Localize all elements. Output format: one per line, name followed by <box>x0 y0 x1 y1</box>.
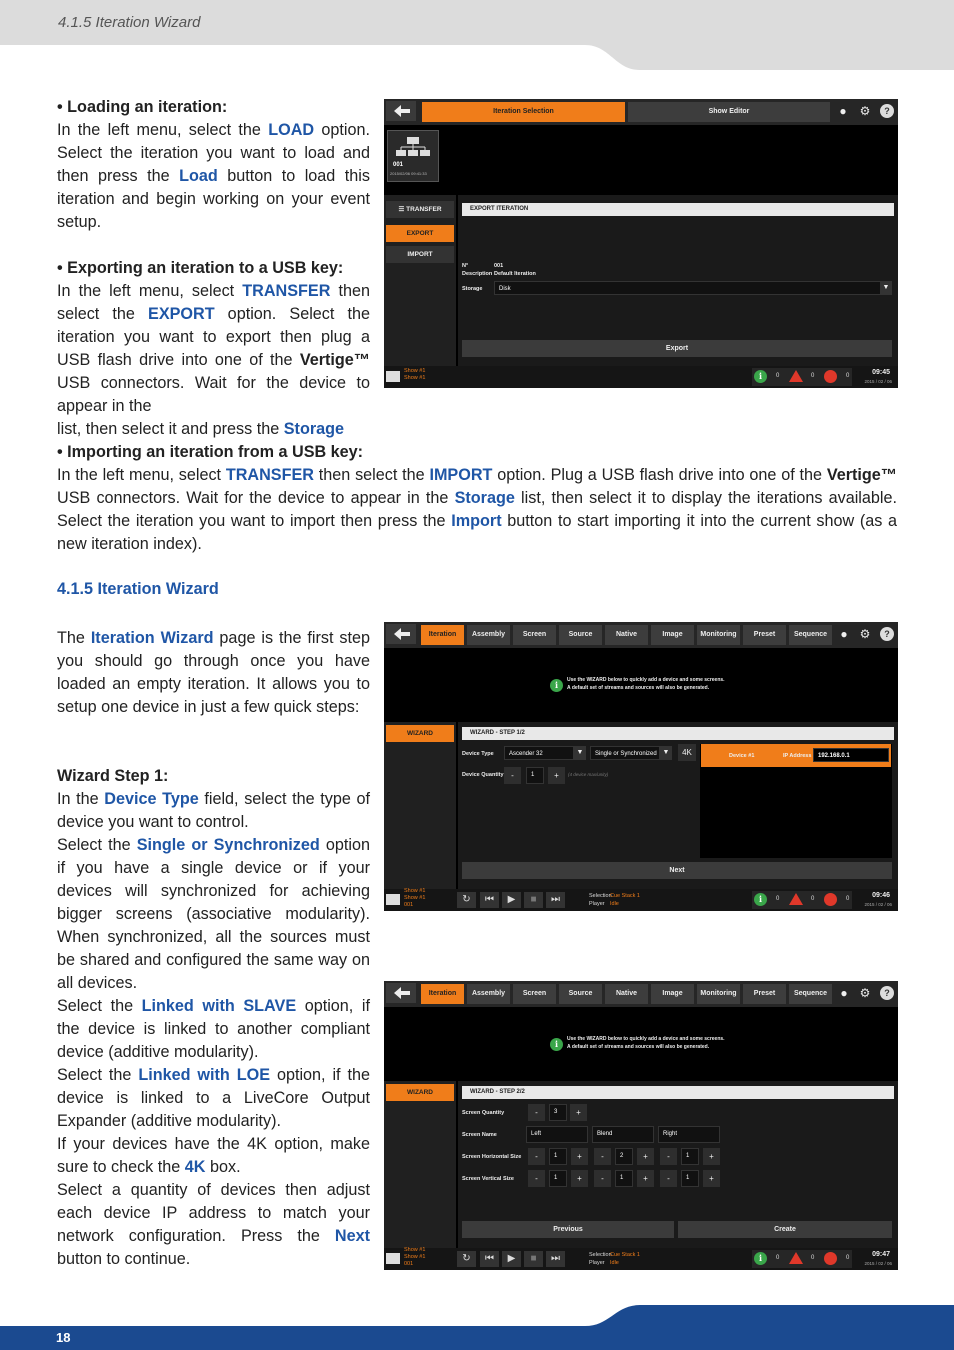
date: 2015 / 02 / 06 <box>864 902 892 907</box>
warning-count: 0 <box>811 896 815 902</box>
screen-name-left[interactable]: Left <box>526 1126 588 1143</box>
keyword: Next <box>334 1227 370 1245</box>
chevron-down-icon[interactable]: ▼ <box>880 281 892 295</box>
storage-label: Storage <box>462 286 483 292</box>
show-line-2: Show #1 <box>404 895 426 901</box>
quantity-input[interactable]: 1 <box>526 767 544 784</box>
4k-checkbox[interactable]: 4K <box>678 744 696 761</box>
error-icon <box>824 893 837 906</box>
left-menu <box>384 1081 456 1248</box>
screen-quantity-input[interactable]: 3 <box>549 1104 567 1121</box>
menu-wizard[interactable]: WIZARD <box>386 1084 454 1101</box>
chevron-down-icon[interactable]: ▼ <box>574 746 586 760</box>
screenshot-wizard-step-2 <box>384 981 898 1270</box>
warning-icon <box>789 1252 803 1264</box>
tab-source[interactable]: Source <box>559 984 602 1004</box>
export-panel <box>458 195 898 366</box>
menu-wizard[interactable]: WIZARD <box>386 725 454 742</box>
keyword: TRANSFER <box>242 282 331 300</box>
screenshot-export-iteration <box>384 99 898 388</box>
text: Select the <box>57 1066 139 1084</box>
keyword: Vertige™ <box>299 351 370 369</box>
status-bar <box>384 889 898 911</box>
ip-address-label: IP Address <box>783 753 812 759</box>
device-type-select[interactable]: Ascender 32 <box>504 746 574 760</box>
quantity-increase-button[interactable]: + <box>548 767 565 784</box>
show-line-1: Show #1 <box>404 888 426 894</box>
clock: 09:47 <box>872 1251 890 1258</box>
tab-sequence[interactable]: Sequence <box>789 984 832 1004</box>
back-arrow-icon <box>386 624 416 644</box>
help-icon[interactable]: ? <box>880 986 894 1000</box>
folder-icon[interactable] <box>386 1253 400 1264</box>
info-icon: i <box>754 370 767 383</box>
running-header: 4.1.5 Iteration Wizard <box>58 14 201 31</box>
warning-count: 0 <box>811 373 815 379</box>
tab-monitoring[interactable]: Monitoring <box>697 625 740 645</box>
tab-native[interactable]: Native <box>605 625 648 645</box>
keyword: Linked with SLAVE <box>141 997 297 1015</box>
screen-horizontal-size-label: Screen Horizontal Size <box>462 1154 522 1160</box>
next-button[interactable]: Next <box>462 862 892 879</box>
left-menu <box>384 722 456 889</box>
h-size-decrease-1[interactable]: - <box>528 1148 545 1165</box>
create-button[interactable]: Create <box>678 1221 892 1238</box>
date: 2015 / 02 / 06 <box>864 379 892 384</box>
screen-name-blend[interactable]: Blend <box>592 1126 654 1143</box>
screen-quantity-increase[interactable]: + <box>570 1104 587 1121</box>
text: USB connectors. Wait for the device to appear in the <box>57 374 370 415</box>
wizard-info-line-1: Use the WIZARD below to quickly add a device and some screens. <box>567 677 725 683</box>
text: box. <box>205 1158 241 1176</box>
device-quantity-label: Device Quantity <box>462 772 504 778</box>
keyword: Device Type <box>104 790 199 808</box>
tab-screen[interactable]: Screen <box>513 625 556 645</box>
date: 2015 / 02 / 06 <box>864 1261 892 1266</box>
left-menu <box>384 195 456 366</box>
tab-image[interactable]: Image <box>651 984 694 1004</box>
player-value: Idle <box>610 901 619 907</box>
keyword: Single or Synchronized <box>136 836 320 854</box>
error-count: 0 <box>846 373 850 379</box>
tab-source[interactable]: Source <box>559 625 602 645</box>
text: option. Select the iteration you want to load and then press the <box>57 121 370 185</box>
info-count: 0 <box>776 896 780 902</box>
gear-icon[interactable]: ⚙ <box>859 986 871 1000</box>
text: field, select the type of device you want to control. <box>57 790 370 831</box>
v-size-decrease-3[interactable]: - <box>660 1170 677 1187</box>
skip-back-button[interactable]: ⏮ <box>480 892 499 908</box>
keyword: 4K <box>184 1158 206 1176</box>
panel-title: WIZARD - STEP 2/2 <box>462 1086 894 1099</box>
clock: 09:45 <box>872 369 890 376</box>
importing-heading: • Importing an iteration from a USB key: <box>57 443 364 461</box>
info-icon: i <box>754 1252 767 1265</box>
text: option, if the device is linked to another compliant device (additive modularity). <box>57 997 370 1061</box>
info-icon: i <box>550 1038 563 1051</box>
page-header-band <box>0 0 954 70</box>
selection-value: Cue Stack 1 <box>610 1252 640 1258</box>
warning-count: 0 <box>811 1255 815 1261</box>
show-line-1: Show #1 <box>404 368 426 374</box>
wizard-info-line-1: Use the WIZARD below to quickly add a device and some screens. <box>567 1036 725 1042</box>
panel-title: EXPORT ITERATION <box>462 203 894 216</box>
text: In the left menu, select <box>57 282 243 300</box>
v-size-decrease-1[interactable]: - <box>528 1170 545 1187</box>
folder-icon[interactable] <box>386 371 400 382</box>
page-footer-band <box>0 1300 954 1350</box>
skip-forward-button[interactable]: ⏭ <box>546 892 565 908</box>
text: list, then select it and press the <box>57 420 284 438</box>
quantity-hint: (4 device max/unity) <box>568 772 609 777</box>
panel-title: WIZARD - STEP 1/2 <box>462 727 894 740</box>
folder-icon[interactable] <box>386 894 400 905</box>
show-line-2: Show #1 <box>404 1254 426 1260</box>
status-bar <box>384 1248 898 1270</box>
device-name: Device #1 <box>729 753 755 759</box>
loading-heading: • Loading an iteration: <box>57 98 228 116</box>
back-button[interactable] <box>386 983 416 1003</box>
iteration-tree-icon <box>388 131 438 161</box>
text: In the left menu, select the <box>57 121 269 139</box>
info-icon: i <box>754 893 767 906</box>
text: option. Plug a USB flash drive into one of the <box>492 466 827 484</box>
tab-show-editor[interactable]: Show Editor <box>628 102 830 122</box>
v-size-increase-1[interactable]: + <box>571 1170 588 1187</box>
screenshot-wizard-step-1 <box>384 622 898 911</box>
ip-address-input[interactable]: 192.168.0.1 <box>813 748 889 762</box>
player-value: Idle <box>610 1260 619 1266</box>
chat-icon[interactable]: ● <box>840 627 848 641</box>
player-label: Player <box>589 901 605 907</box>
keyword: Linked with LOE <box>138 1066 271 1084</box>
text: then select the <box>313 466 430 484</box>
stop-button[interactable]: ■ <box>524 1251 543 1267</box>
text: then select the <box>57 282 370 323</box>
selection-value: Cue Stack 1 <box>610 893 640 899</box>
intro-paragraph <box>57 627 370 719</box>
help-icon[interactable]: ? <box>880 104 894 118</box>
loading-paragraph <box>57 96 370 234</box>
play-button[interactable]: ▶ <box>502 892 521 908</box>
text: USB connectors. Wait for the device to appear in the <box>57 489 455 507</box>
text: button to start importing it into the current show (as a new iteration index). <box>57 512 898 553</box>
keyword: IMPORT <box>429 466 493 484</box>
keyword: TRANSFER <box>225 466 314 484</box>
warning-icon <box>789 893 803 905</box>
tab-iteration[interactable]: Iteration <box>421 625 464 645</box>
loop-button[interactable]: ↻ <box>457 1251 476 1267</box>
keyword: LOAD <box>268 121 315 139</box>
keyword: Import <box>451 512 502 530</box>
n-value: 001 <box>494 263 504 269</box>
h-size-input-3[interactable]: 1 <box>681 1148 699 1165</box>
text: Select the <box>57 997 142 1015</box>
text: button to load this iteration and begin working on your event setup. <box>57 167 370 231</box>
previous-button[interactable]: Previous <box>462 1221 674 1238</box>
wizard-panel <box>458 722 898 889</box>
chevron-down-icon[interactable]: ▼ <box>660 746 672 760</box>
text: If your devices have the 4K option, make sure to check the <box>57 1135 370 1176</box>
show-line-3: 001 <box>404 902 414 908</box>
screen-name-label: Screen Name <box>462 1132 497 1138</box>
description-value: Default Iteration <box>494 271 536 277</box>
keyword: Iteration Wizard <box>90 629 214 647</box>
screen-vertical-size-label: Screen Vertical Size <box>462 1176 514 1182</box>
menu-import[interactable]: IMPORT <box>386 246 454 263</box>
tab-screen[interactable]: Screen <box>513 984 556 1004</box>
play-button[interactable]: ▶ <box>502 1251 521 1267</box>
keyword: EXPORT <box>148 305 215 323</box>
tab-iteration-selection[interactable]: Iteration Selection <box>422 102 625 122</box>
screen-quantity-label: Screen Quantity <box>462 1110 505 1116</box>
section-title: 4.1.5 Iteration Wizard <box>57 580 219 598</box>
keyword: Load <box>179 167 218 185</box>
info-count: 0 <box>776 1255 780 1261</box>
text: Select the <box>57 836 137 854</box>
h-size-increase-3[interactable]: + <box>703 1148 720 1165</box>
storage-select[interactable]: Disk <box>494 281 882 295</box>
error-icon <box>824 370 837 383</box>
h-size-increase-1[interactable]: + <box>571 1148 588 1165</box>
page-number: 18 <box>56 1330 71 1345</box>
keyword: Storage <box>454 489 515 507</box>
selection-label: Selection <box>589 893 612 899</box>
stop-button[interactable]: ■ <box>524 892 543 908</box>
warning-icon <box>789 370 803 382</box>
help-icon[interactable]: ? <box>880 627 894 641</box>
text: In the <box>57 790 105 808</box>
keyword: Vertige™ <box>826 466 897 484</box>
menu-export[interactable]: EXPORT <box>386 225 454 242</box>
player-label: Player <box>589 1260 605 1266</box>
text: In the left menu, select <box>57 466 226 484</box>
skip-back-button[interactable]: ⏮ <box>480 1251 499 1267</box>
info-count: 0 <box>776 373 780 379</box>
mode-select[interactable]: Single or Synchronized <box>590 746 660 760</box>
info-icon: i <box>550 679 563 692</box>
tab-assembly[interactable]: Assembly <box>467 625 510 645</box>
h-size-decrease-2[interactable]: - <box>594 1148 611 1165</box>
quantity-decrease-button[interactable]: - <box>504 767 521 784</box>
thumb-id: 001 <box>393 162 404 168</box>
h-size-input-2[interactable]: 2 <box>615 1148 633 1165</box>
v-size-input-2[interactable]: 1 <box>615 1170 633 1187</box>
error-count: 0 <box>846 896 850 902</box>
v-size-increase-2[interactable]: + <box>637 1170 654 1187</box>
wizard-info-line-2: A default set of streams and sources will also be generated. <box>567 1044 710 1050</box>
iteration-list <box>384 125 898 193</box>
tab-native[interactable]: Native <box>605 984 648 1004</box>
text: page is the first step you should go through once you have loaded an empty iteration. It allows you to setup one device in just a few quick steps: <box>57 629 370 716</box>
wizard-panel <box>458 1081 898 1248</box>
error-count: 0 <box>846 1255 850 1261</box>
menu-transfer[interactable]: ☰ TRANSFER <box>386 201 454 218</box>
h-size-increase-2[interactable]: + <box>637 1148 654 1165</box>
text: The <box>57 629 91 647</box>
wizard-info-line-2: A default set of streams and sources will also be generated. <box>567 685 710 691</box>
tab-iteration[interactable]: Iteration <box>421 984 464 1004</box>
wizard-heading: Wizard Step 1: <box>57 767 169 785</box>
v-size-input-1[interactable]: 1 <box>549 1170 567 1187</box>
v-size-increase-3[interactable]: + <box>703 1170 720 1187</box>
text: button to continue. <box>57 1250 191 1268</box>
keyword: Storage <box>283 420 345 438</box>
n-label: N° <box>462 263 469 269</box>
text: list, then select it to display the iterations available. Select the iteration you want to import then press the <box>57 489 897 530</box>
back-arrow-icon <box>386 101 416 121</box>
screen-name-right[interactable]: Right <box>658 1126 720 1143</box>
text: option. Select the iteration you want to export then plug a USB flash drive into one of the <box>57 305 370 369</box>
tab-preset[interactable]: Preset <box>743 984 786 1004</box>
menu-transfer-label: TRANSFER <box>406 206 442 213</box>
tab-monitoring[interactable]: Monitoring <box>697 984 740 1004</box>
selection-label: Selection <box>589 1252 612 1258</box>
tab-preset[interactable]: Preset <box>743 625 786 645</box>
h-size-input-1[interactable]: 1 <box>549 1148 567 1165</box>
export-button[interactable]: Export <box>462 340 892 357</box>
exporting-heading: • Exporting an iteration to a USB key: <box>57 259 344 277</box>
status-bar <box>384 366 898 388</box>
description-label: Description <box>462 271 493 277</box>
tab-assembly[interactable]: Assembly <box>467 984 510 1004</box>
loop-button[interactable]: ↻ <box>457 892 476 908</box>
iteration-thumbnail[interactable] <box>387 130 439 182</box>
back-button[interactable] <box>386 624 416 644</box>
text: Select a quantity of devices then adjust each device IP address to match your network configuration. Press the <box>57 1181 370 1245</box>
chat-icon[interactable]: ● <box>840 986 848 1000</box>
h-size-decrease-3[interactable]: - <box>660 1148 677 1165</box>
v-size-decrease-2[interactable]: - <box>594 1170 611 1187</box>
text: option if you have a single device or if your devices will synchronized for achieving bigger screens (associative modularity). When synchronized, all the sources must be shared and configured the same way on all devices. <box>57 836 370 992</box>
tab-image[interactable]: Image <box>651 625 694 645</box>
text: option, if the device is linked to a LiveCore Output Expander (additive modularity). <box>57 1066 370 1130</box>
tab-sequence[interactable]: Sequence <box>789 625 832 645</box>
skip-forward-button[interactable]: ⏭ <box>546 1251 565 1267</box>
show-line-2: Show #1 <box>404 375 426 381</box>
back-button[interactable] <box>386 101 416 121</box>
clock: 09:46 <box>872 892 890 899</box>
show-line-3: 001 <box>404 1261 414 1267</box>
device-type-label: Device Type <box>462 751 494 757</box>
gear-icon[interactable]: ⚙ <box>859 104 871 118</box>
importing-paragraph <box>57 441 897 556</box>
gear-icon[interactable]: ⚙ <box>859 627 871 641</box>
thumb-date: 2015/02/06 09:41:33 <box>390 171 427 176</box>
chat-icon[interactable]: ● <box>839 104 847 118</box>
v-size-input-3[interactable]: 1 <box>681 1170 699 1187</box>
show-line-1: Show #1 <box>404 1247 426 1253</box>
wizard-step-paragraph <box>57 765 370 1271</box>
screen-quantity-decrease[interactable]: - <box>528 1104 545 1121</box>
back-arrow-icon <box>386 983 416 1003</box>
error-icon <box>824 1252 837 1265</box>
